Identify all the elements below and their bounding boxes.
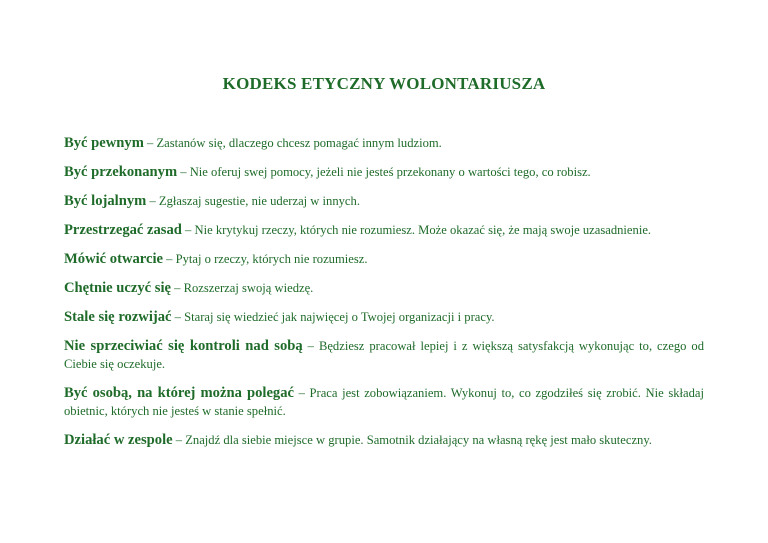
list-item — [64, 337, 704, 373]
list-item — [64, 221, 704, 239]
list-item — [64, 250, 704, 268]
item-heading: Chętnie uczyć się — [64, 280, 171, 296]
list-item — [64, 163, 704, 181]
page-title: KODEKS ETYCZNY WOLONTARIUSZA — [222, 74, 546, 93]
item-description: – Nie krytykuj rzeczy, których nie rozumiesz. Może okazać się, że mają swoje uzasadnienie. — [181, 223, 652, 237]
item-heading: Mówić otwarcie — [64, 251, 164, 267]
item-description: – Praca jest zobowiązaniem. Wykonuj to, co zgodziłeś się zrobić. Nie składaj obietnic, których nie jesteś w stanie spełnić. — [64, 386, 704, 418]
item-heading: Być pewnym — [64, 135, 144, 151]
item-heading: Być przekonanym — [64, 164, 178, 180]
item-description: – Rozszerzaj swoją wiedzę. — [171, 281, 314, 295]
item-heading: Działać w zespole — [64, 432, 173, 448]
item-description: – Zgłaszaj sugestie, nie uderzaj w innych. — [146, 194, 360, 208]
list-item — [64, 279, 704, 297]
item-description: – Zastanów się, dlaczego chcesz pomagać innym ludziom. — [143, 136, 442, 150]
item-description: – Będziesz pracował lepiej i z większą satysfakcją wykonując to, czego od Ciebie się oczekuje. — [64, 339, 704, 371]
code-list — [64, 134, 704, 460]
item-description: – Znajdź dla siebie miejsce w grupie. Samotnik działający na własną rękę jest mało skuteczny. — [172, 433, 652, 447]
list-item — [64, 308, 704, 326]
list-item — [64, 384, 704, 420]
item-description: – Nie oferuj swej pomocy, jeżeli nie jesteś przekonany o wartości tego, co robisz. — [177, 165, 591, 179]
item-description: – Staraj się wiedzieć jak najwięcej o Twojej organizacji i pracy. — [171, 310, 495, 324]
item-heading: Przestrzegać zasad — [64, 222, 182, 238]
list-item — [64, 431, 704, 449]
item-heading: Być lojalnym — [64, 193, 147, 209]
item-heading: Nie sprzeciwiać się kontroli nad sobą — [64, 338, 303, 354]
list-item — [64, 134, 704, 152]
item-heading: Być osobą, na której można polegać — [64, 385, 294, 401]
item-heading: Stale się rozwijać — [64, 309, 172, 325]
list-item — [64, 192, 704, 210]
item-description: – Pytaj o rzeczy, których nie rozumiesz. — [163, 252, 368, 266]
